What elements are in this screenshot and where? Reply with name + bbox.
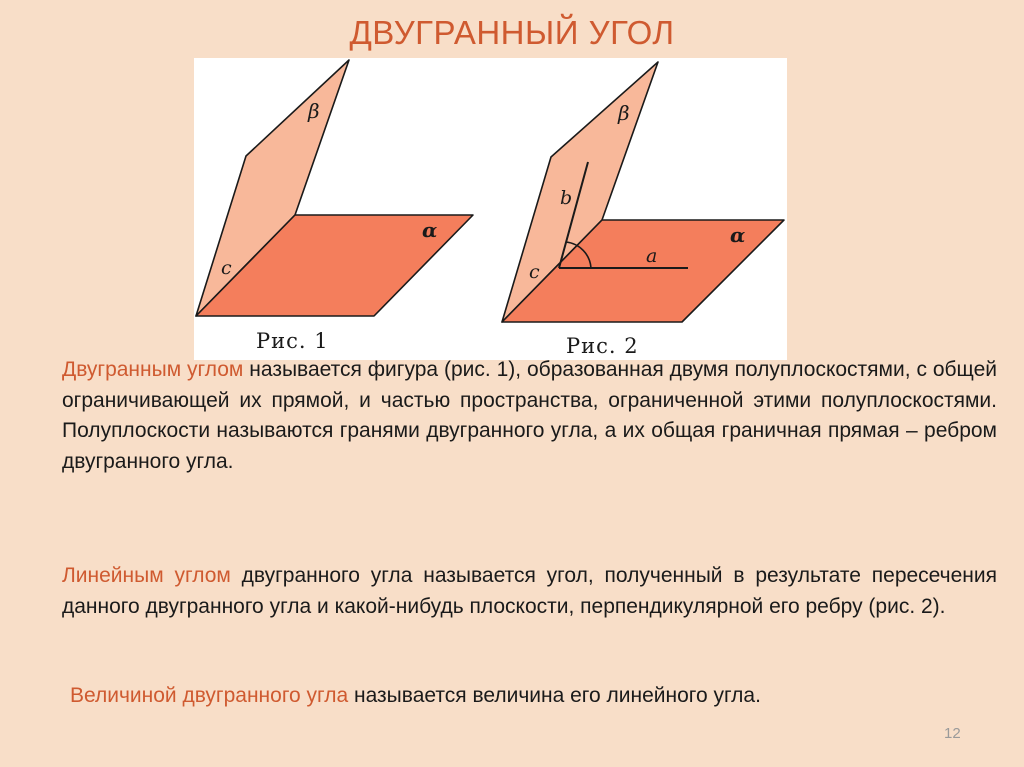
definition-angle-measure bbox=[70, 681, 970, 712]
caption-fig-1: Рис. 1 bbox=[256, 329, 329, 353]
label-alpha-1: α bbox=[422, 218, 438, 242]
label-b: b bbox=[560, 187, 573, 209]
label-alpha-2: α bbox=[730, 223, 746, 247]
figure-2 bbox=[502, 62, 784, 358]
term-dihedral-angle: Двугранным углом bbox=[62, 358, 244, 381]
slide-title: ДВУГРАННЫЙ УГОЛ bbox=[349, 14, 675, 51]
figures-image bbox=[194, 58, 787, 360]
page-number: 12 bbox=[944, 725, 961, 742]
label-a: a bbox=[646, 245, 658, 267]
definition-linear-angle bbox=[62, 561, 997, 622]
definition-linear-angle-text: двугранного угла называется угол, полученный в результате пересечения данного двугранного угла и какой-нибудь плоскости, перпендикулярной его ребру (рис. 2). bbox=[62, 564, 997, 618]
term-angle-measure: Величиной двугранного угла bbox=[70, 684, 349, 707]
definition-dihedral-angle bbox=[62, 355, 997, 477]
definition-angle-measure-text: называется величина его линейного угла. bbox=[348, 684, 761, 707]
definition-dihedral-angle-text: называется фигура (рис. 1), образованная двумя полуплоскостями, с общей ограничивающей их прямой, и частью пространства, ограниченной этими полуплоскостями. Полуплоскости называются гранями двугранного угла, а их общая граничная прямая – ребром двугранного угла. bbox=[62, 358, 997, 473]
label-c-1: c bbox=[221, 257, 232, 279]
label-c-2: c bbox=[529, 261, 540, 283]
figure-1 bbox=[196, 60, 473, 353]
label-beta-2: β bbox=[618, 101, 630, 125]
term-linear-angle: Линейным углом bbox=[62, 564, 231, 587]
label-beta-1: β bbox=[308, 99, 320, 123]
caption-fig-2: Рис. 2 bbox=[566, 334, 639, 358]
